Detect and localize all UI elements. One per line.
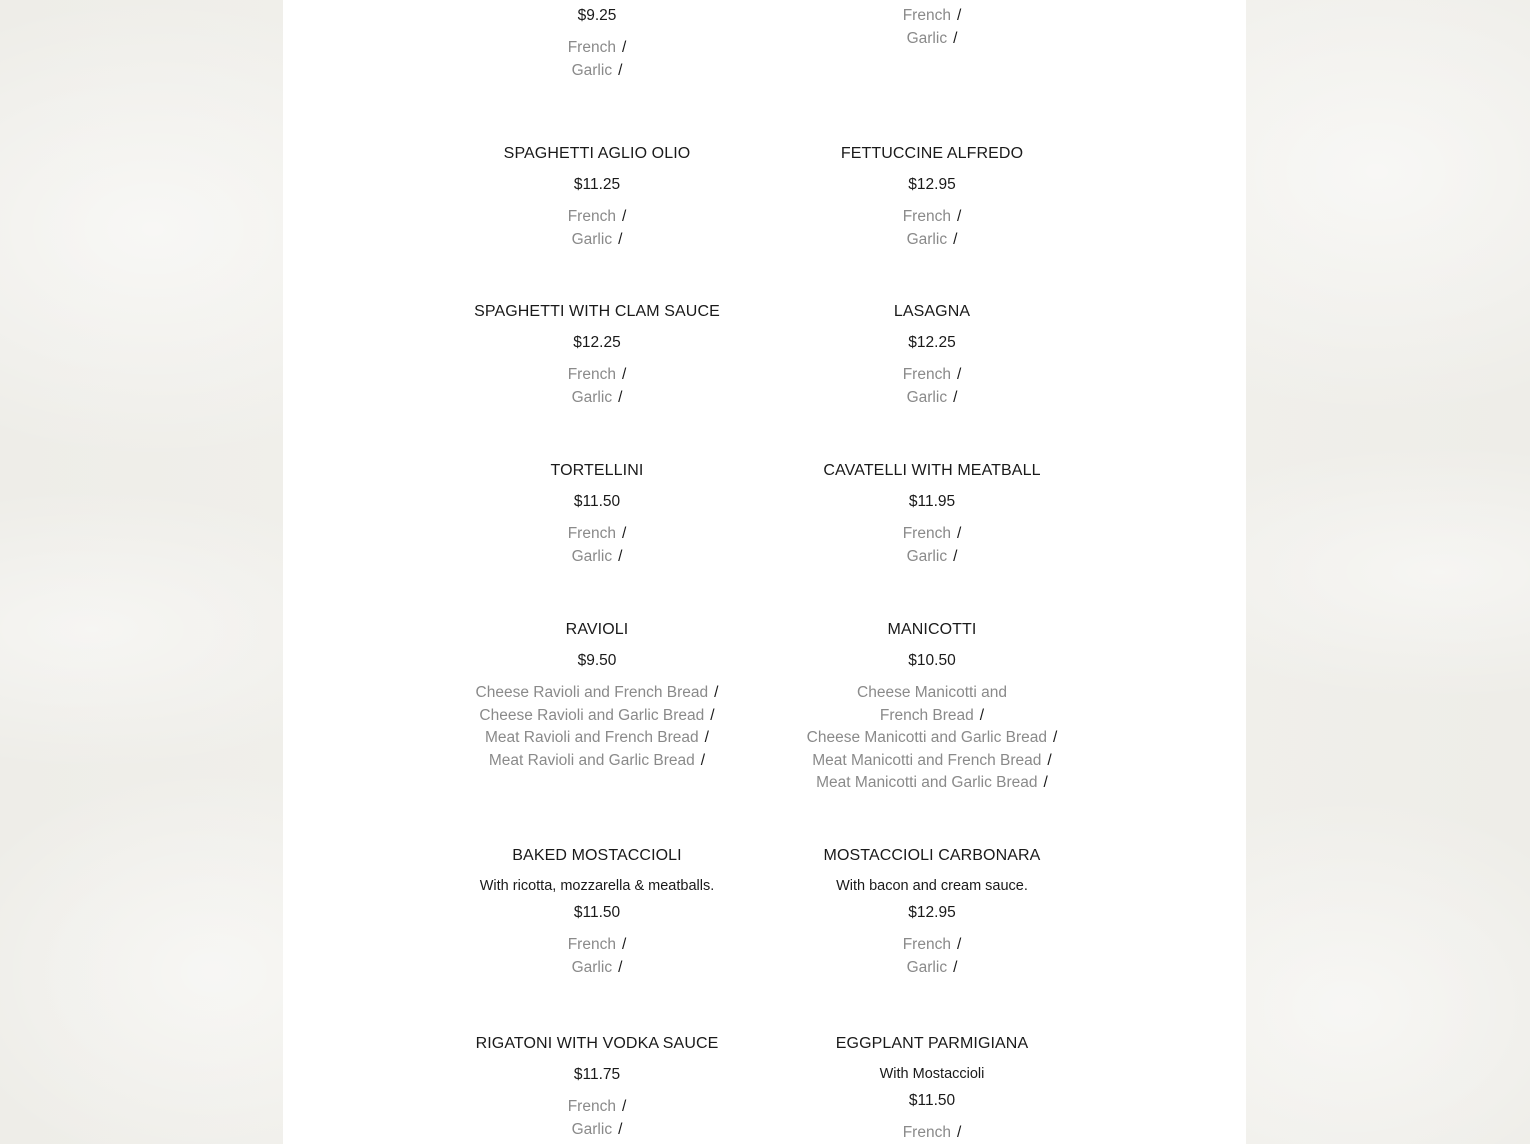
option-link[interactable]: Garlic / — [571, 388, 623, 406]
bread-options — [447, 523, 747, 568]
option-link[interactable]: Meat Ravioli and Garlic Bread / — [488, 751, 706, 769]
menu-panel — [283, 0, 1246, 1144]
option-link[interactable]: Garlic / — [571, 61, 623, 79]
item-name: RIGATONI WITH VODKA SAUCE — [475, 1035, 719, 1052]
item-price: $11.95 — [908, 493, 956, 510]
item-name: SPAGHETTI AGLIO OLIO — [503, 145, 691, 162]
item-price: $12.25 — [573, 334, 621, 351]
item-price: $11.50 — [908, 1092, 956, 1109]
bread-options — [447, 206, 747, 251]
item-name: SPAGHETTI WITH CLAM SAUCE — [474, 303, 720, 320]
item-price: $11.50 — [573, 493, 621, 510]
item-name: BAKED MOSTACCIOLI — [512, 847, 682, 864]
option-link[interactable]: Garlic / — [906, 230, 958, 248]
manicotti-options — [782, 682, 1082, 795]
bread-options — [782, 934, 1082, 979]
menu-item — [447, 144, 747, 251]
option-link[interactable]: French / — [902, 7, 962, 24]
ravioli-options — [447, 682, 747, 772]
option-link[interactable]: Garlic / — [906, 958, 958, 976]
item-price: $9.50 — [577, 652, 617, 669]
option-link[interactable]: Meat Manicotti and French Bread / — [812, 751, 1052, 769]
option-link[interactable]: Garlic / — [906, 29, 958, 47]
menu-item — [447, 846, 747, 979]
option-link[interactable]: French / — [567, 208, 627, 225]
option-link[interactable]: Cheese Ravioli and French Bread / — [475, 684, 719, 701]
menu-item — [447, 461, 747, 568]
item-name: TORTELLINI — [550, 462, 644, 479]
bread-options — [782, 523, 1082, 568]
item-name: FETTUCCINE ALFREDO — [840, 145, 1024, 162]
item-price: $11.25 — [573, 176, 621, 193]
option-link[interactable]: French / — [902, 1124, 962, 1141]
item-description: With Mostaccioli — [879, 1066, 985, 1082]
menu-item — [447, 1034, 747, 1141]
bread-options — [782, 5, 1082, 50]
menu-item — [782, 302, 1082, 409]
item-name: CAVATELLI WITH MEATBALL — [823, 462, 1041, 479]
item-name: MOSTACCIOLI CARBONARA — [823, 847, 1041, 864]
option-link[interactable]: French / — [567, 1098, 627, 1115]
option-link[interactable]: Cheese Ravioli and Garlic Bread / — [479, 706, 715, 724]
bread-options — [782, 1122, 1082, 1144]
option-link[interactable]: Garlic / — [906, 388, 958, 406]
option-link[interactable]: French / — [902, 525, 962, 542]
item-price: $12.95 — [908, 904, 956, 921]
bread-options — [447, 934, 747, 979]
item-description: With bacon and cream sauce. — [836, 878, 1028, 894]
bread-options — [447, 37, 747, 82]
bread-options — [447, 364, 747, 409]
option-link[interactable]: Cheese Manicotti and Garlic Bread / — [806, 729, 1058, 746]
option-link[interactable]: French / — [902, 366, 962, 383]
item-name: MANICOTTI — [887, 621, 977, 638]
option-link[interactable]: Garlic / — [571, 1120, 623, 1138]
option-link[interactable]: French / — [902, 208, 962, 225]
item-price: $12.95 — [908, 176, 956, 193]
option-link[interactable]: Garlic / — [906, 547, 958, 565]
menu-item — [782, 0, 1082, 50]
bread-options — [782, 364, 1082, 409]
menu-item — [782, 144, 1082, 251]
item-price: $10.50 — [908, 652, 956, 669]
item-name: RAVIOLI — [565, 621, 629, 638]
item-price: $11.75 — [573, 1066, 621, 1083]
option-link[interactable]: Meat Manicotti and Garlic Bread / — [816, 774, 1048, 791]
menu-item — [782, 461, 1082, 568]
menu-item — [782, 1034, 1082, 1144]
option-link[interactable]: Meat Ravioli and French Bread / — [485, 729, 709, 746]
menu-item — [782, 620, 1082, 795]
item-name: LASAGNA — [893, 303, 971, 320]
option-link[interactable]: French / — [567, 936, 627, 953]
option-link[interactable]: French / — [567, 525, 627, 542]
menu-item — [447, 0, 747, 82]
option-link[interactable]: French / — [902, 936, 962, 953]
item-name: EGGPLANT PARMIGIANA — [835, 1035, 1029, 1052]
item-price: $11.50 — [573, 904, 621, 921]
option-link[interactable]: French / — [567, 39, 627, 56]
bread-options — [782, 206, 1082, 251]
option-link[interactable]: Garlic / — [571, 230, 623, 248]
bread-options — [447, 1096, 747, 1141]
option-link[interactable]: Garlic / — [571, 958, 623, 976]
item-description: With ricotta, mozzarella & meatballs. — [479, 878, 715, 894]
item-price: $12.25 — [908, 334, 956, 351]
item-price: $9.25 — [577, 7, 617, 24]
menu-item — [447, 302, 747, 409]
option-link[interactable]: Garlic / — [571, 547, 623, 565]
option-link[interactable]: French / — [567, 366, 627, 383]
menu-item — [447, 620, 747, 772]
option-link[interactable]: Cheese Manicotti and French Bread / — [857, 684, 1007, 724]
menu-item — [782, 846, 1082, 979]
